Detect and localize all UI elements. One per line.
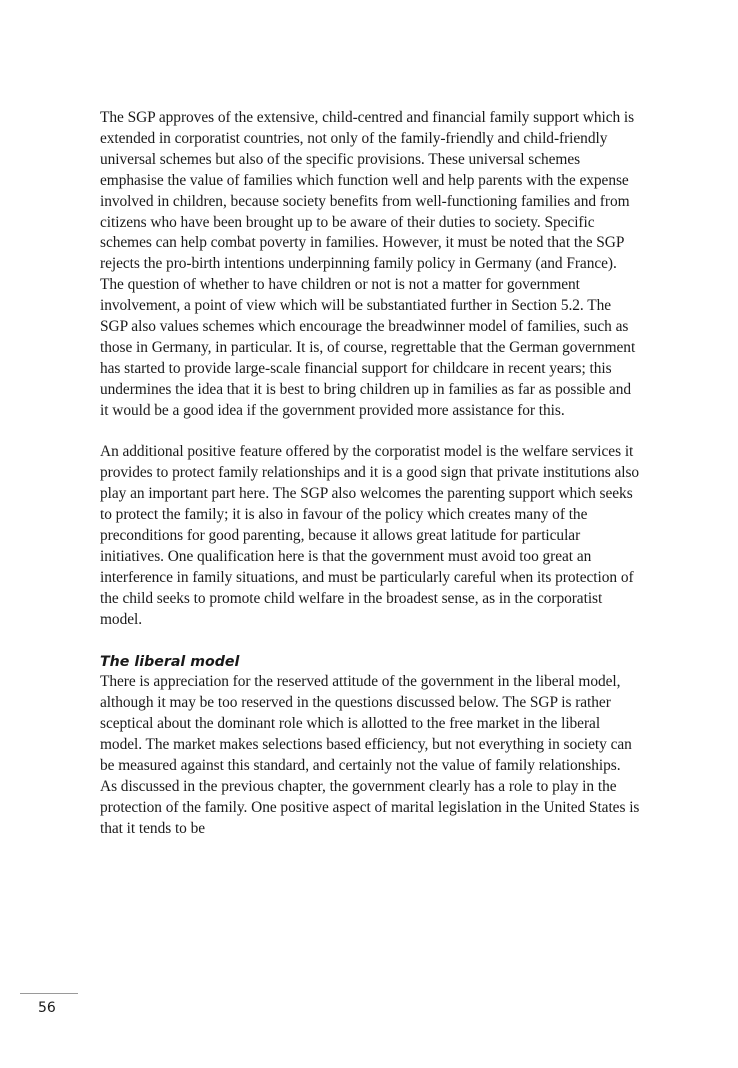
page-number: 56 [38,1000,56,1016]
body-paragraph-1: The SGP approves of the extensive, child-centred and financial family support which is extended in corporatist countries, not only of the family-friendly and child-friendly universal schemes but also of the specific provisions. These universal schemes emphasise the value of families which function well and help parents with the expense involved in children, because society benefits from well-functioning families and from citizens who have been brought up to be aware of their duties to society. Specific schemes can help combat poverty in families. However, it must be noted that the SGP rejects the pro-birth intentions underpinning family policy in Germany (and France). The question of whether to have children or not is not a matter for government involvement, a point of view which will be substantiated further in Section 5.2. The SGP also values schemes which encourage the breadwinner model of families, such as those in Germany, in particular. It is, of course, regrettable that the German government has started to provide large-scale financial support for childcare in recent years; this undermines the idea that it is best to bring children up in families as far as possible and it would be a good idea if the government provided more assistance for this. [100,109,636,419]
body-paragraph-2: An additional positive feature offered by the corporatist model is the welfare services it provides to protect family relationships and it is a good sign that private institutions also play an important part here. The SGP also welcomes the parenting support which seeks to protect the family; it is also in favour of the policy which creates many of the preconditions for good parenting, because it allows great latitude for particular initiatives. One qualification here is that the government must avoid too great an interference in family situations, and must be particularly careful when its protection of the child seeks to promote child welfare in the broadest sense, as in the corporatist model. [100,443,640,628]
page-body [100,108,640,840]
section-heading-liberal-model: The liberal model [100,653,240,670]
footer-rule [20,993,78,994]
body-paragraph-3: There is appreciation for the reserved attitude of the government in the liberal model, although it may be too reserved in the questions discussed below. The SGP is rather sceptical about the dominant role which is allotted to the free market in the liberal model. The market makes selections based efficiency, but not everything in society can be measured against this standard, and certainly not the value of family relationships. As discussed in the previous chapter, the government clearly has a role to play in the protection of the family. One positive aspect of marital legislation in the United States is that it tends to be [100,673,640,837]
